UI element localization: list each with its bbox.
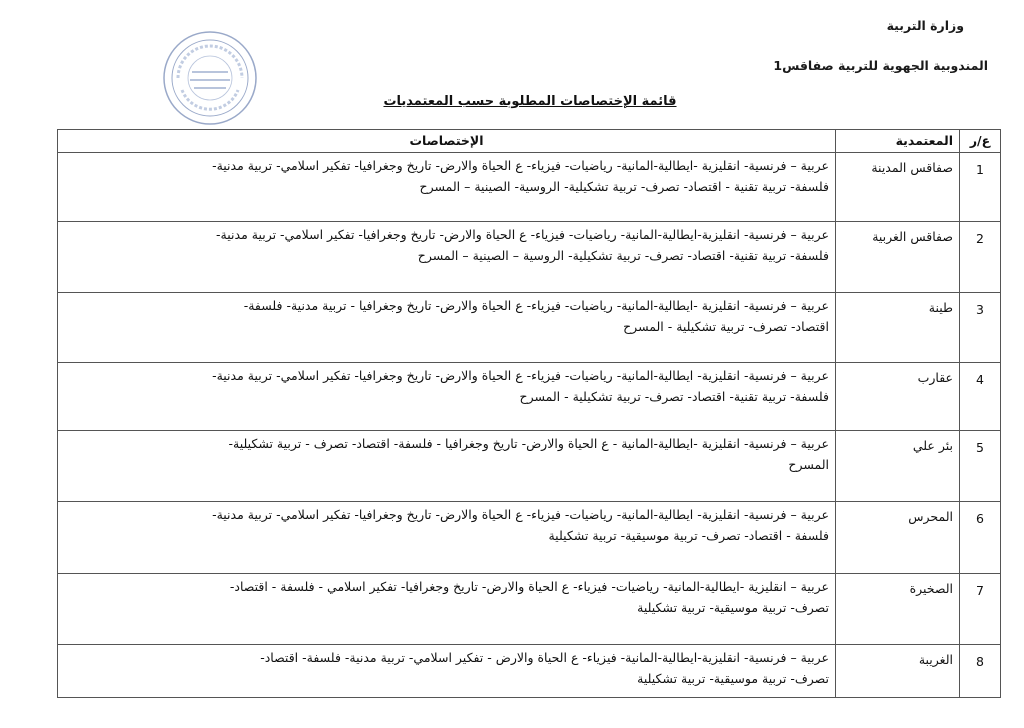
row-delegation: صفاقس الغربية xyxy=(836,222,960,293)
table-row xyxy=(58,222,1001,293)
row-num: 2 xyxy=(960,222,1001,293)
header-delegation: المعتمدية xyxy=(836,130,960,153)
table-header-row xyxy=(58,130,1001,153)
table-row xyxy=(58,502,1001,574)
row-num: 4 xyxy=(960,363,1001,431)
table-row xyxy=(58,574,1001,645)
specialties-table xyxy=(57,129,1001,698)
table-row xyxy=(58,431,1001,502)
specialties-line: عربية – فرنسية- انقليزية- ايطالية-المانية- رياضيات- فيزياء- ع الحياة والارض- تاريخ وجغرافيا- تفكير اسلامي- تربية مدنية- xyxy=(212,507,829,522)
specialties-line: تصرف- تربية موسيقية- تربية تشكيلية xyxy=(637,600,829,615)
specialties-line: تصرف- تربية موسيقية- تربية تشكيلية xyxy=(637,671,829,686)
table-row xyxy=(58,153,1001,222)
table-row xyxy=(58,645,1001,698)
row-delegation: عقارب xyxy=(836,363,960,431)
header-num: ع/ر xyxy=(960,130,1001,153)
specialties-line: عربية – فرنسية- انقليزية-ايطالية-المانية- فيزياء- ع الحياة والارض - تفكير اسلامي- تربية مدنية- فلسفة- اقتصاد- xyxy=(260,650,829,665)
row-specialties xyxy=(58,363,836,431)
header-specialties: الإختصاصات xyxy=(58,130,836,153)
specialties-line: عربية – فرنسية- انقليزية-ايطالية-المانية- رياضيات- فيزياء- ع الحياة والارض- تاريخ وجغرافيا- تفكير اسلامي- تربية مدنية- xyxy=(216,227,829,242)
row-num: 5 xyxy=(960,431,1001,502)
specialties-line: المسرح xyxy=(788,457,829,472)
table-row xyxy=(58,293,1001,363)
row-delegation: الصخيرة xyxy=(836,574,960,645)
row-num: 8 xyxy=(960,645,1001,698)
row-specialties xyxy=(58,293,836,363)
specialties-line: فلسفة- تربية تقنية- اقتصاد- تصرف- تربية تشكيلية- الروسية – الصينية – المسرح xyxy=(417,248,829,263)
table-row xyxy=(58,363,1001,431)
row-specialties xyxy=(58,222,836,293)
specialties-line: عربية – فرنسية- انقليزية- ايطالية-المانية- رياضيات- فيزياء- ع الحياة والارض- تاريخ وجغرافيا- تفكير اسلامي- تربية مدنية- xyxy=(212,368,829,383)
row-num: 6 xyxy=(960,502,1001,574)
specialties-line: عربية – فرنسية- انقليزية -ايطالية-المانية - ع الحياة والارض- تاريخ وجغرافيا - فلسفة- اقتصاد- تصرف - تربية تشكيلية- xyxy=(228,436,829,451)
specialties-line: فلسفة- تربية تقنية- اقتصاد- تصرف- تربية تشكيلية - المسرح xyxy=(519,389,829,404)
row-specialties xyxy=(58,502,836,574)
directorate-name: المندوبية الجهوية للتربية صفاقس1 xyxy=(773,58,988,73)
row-delegation: بئر علي xyxy=(836,431,960,502)
row-num: 7 xyxy=(960,574,1001,645)
specialties-line: فلسفة - اقتصاد- تصرف- تربية موسيقية- تربية تشكيلية xyxy=(548,528,829,543)
ministry-name: وزارة التربية xyxy=(886,18,964,33)
official-stamp-icon xyxy=(160,28,260,128)
row-specialties xyxy=(58,153,836,222)
specialties-line: فلسفة- تربية تقنية - اقتصاد- تصرف- تربية تشكيلية- الروسية- الصينية – المسرح xyxy=(419,179,829,194)
specialties-line: عربية – انقليزية -ايطالية-المانية- رياضيات- فيزياء- ع الحياة والارض- تاريخ وجغرافيا- تفكير اسلامي - فلسفة - اقتصاد- xyxy=(229,579,829,594)
specialties-line: اقتصاد- تصرف- تربية تشكيلية - المسرح xyxy=(623,319,829,334)
row-specialties xyxy=(58,574,836,645)
row-delegation: المحرس xyxy=(836,502,960,574)
row-specialties xyxy=(58,645,836,698)
specialties-line: عربية – فرنسية- انقليزية -ايطالية-المانية- رياضيات- فيزياء- ع الحياة والارض- تاريخ وجغرافيا- تفكير اسلامي- تربية مدنية- xyxy=(212,158,829,173)
row-num: 1 xyxy=(960,153,1001,222)
row-delegation: الغريبة xyxy=(836,645,960,698)
row-specialties xyxy=(58,431,836,502)
page-title: قائمة الإختصاصات المطلوبة حسب المعتمديات xyxy=(383,94,677,109)
specialties-line: عربية – فرنسية- انقليزية -ايطالية-المانية- رياضيات- فيزياء- ع الحياة والارض- تاريخ وجغرافيا - تربية مدنية- فلسفة- xyxy=(243,298,829,313)
row-num: 3 xyxy=(960,293,1001,363)
row-delegation: صفاقس المدينة xyxy=(836,153,960,222)
row-delegation: طينة xyxy=(836,293,960,363)
